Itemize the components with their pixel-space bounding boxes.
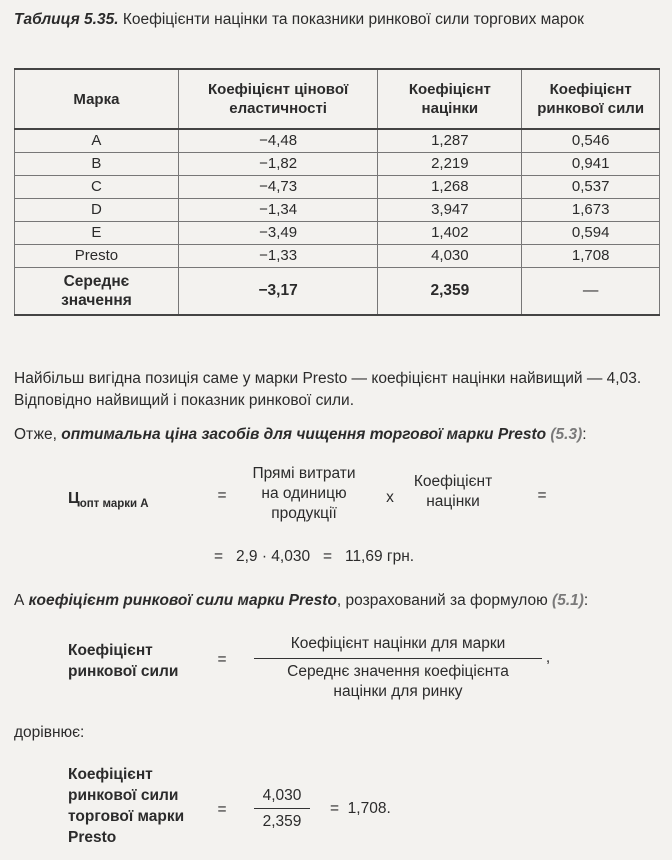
table-caption-label: Таблиця 5.35. bbox=[14, 11, 119, 28]
formula-comma: , bbox=[545, 649, 551, 666]
table-cell: −3,49 bbox=[178, 221, 378, 244]
table-cell: −3,17 bbox=[178, 267, 378, 315]
fraction-denominator: 2,359 bbox=[262, 813, 302, 830]
paragraph-market-power bbox=[14, 590, 660, 612]
paragraph-optimal-price bbox=[14, 424, 660, 446]
paragraph-equals: дорівнює: bbox=[14, 724, 85, 741]
formula-direct-costs: Прямі витрати на одиницю продукції bbox=[252, 465, 356, 522]
table-cell: 0,537 bbox=[522, 175, 660, 198]
formula-subscript: опт марки A bbox=[79, 498, 149, 511]
fraction-line bbox=[254, 808, 310, 809]
column-header: Коефіцієнт націнки bbox=[378, 69, 522, 129]
table-cell: Presto bbox=[15, 244, 179, 267]
column-header: Коефіцієнт цінової еластичності bbox=[178, 69, 378, 129]
para-text: : bbox=[582, 426, 587, 443]
table-cell: 0,941 bbox=[522, 152, 660, 175]
equals-sign: = bbox=[217, 487, 227, 504]
para-text: : bbox=[583, 592, 589, 609]
para-emphasis: коефіцієнт ринкової сили марки Presto bbox=[28, 592, 337, 609]
column-header: Коефіцієнт ринкової сили bbox=[522, 69, 660, 129]
table-row bbox=[15, 244, 660, 267]
table-cell: 1,708 bbox=[522, 244, 660, 267]
table-cell: A bbox=[15, 129, 179, 152]
table-cell: 0,546 bbox=[522, 129, 660, 152]
table-cell: 1,402 bbox=[378, 221, 522, 244]
table-row bbox=[15, 129, 660, 152]
equals-sign: = bbox=[217, 801, 227, 818]
table-cell: 1,268 bbox=[378, 175, 522, 198]
para-text: Отже, bbox=[14, 426, 62, 443]
table-cell: 1,287 bbox=[378, 129, 522, 152]
table-cell: −1,33 bbox=[178, 244, 378, 267]
formula-reference: (5.3) bbox=[550, 426, 583, 443]
table-cell: 1,673 bbox=[522, 198, 660, 221]
table-average-row bbox=[15, 267, 660, 315]
fraction-numerator: Коефіцієнт націнки для марки bbox=[290, 635, 506, 652]
table-cell: — bbox=[522, 267, 660, 315]
table-cell: 2,359 bbox=[378, 267, 522, 315]
table-row bbox=[15, 152, 660, 175]
table-cell: −1,34 bbox=[178, 198, 378, 221]
table-caption-text: Коефіцієнти націнки та показники ринкової сили торгових марок bbox=[122, 11, 584, 28]
table-cell: 4,030 bbox=[378, 244, 522, 267]
formula-price-lhs bbox=[68, 490, 149, 510]
table-cell: 3,947 bbox=[378, 198, 522, 221]
paragraph-presto-position: Найбільш вигідна позиція саме у марки Presto — коефіцієнт націнки найвищий — 4,03. Відповідно найвищий і показник ринкової сили. bbox=[14, 370, 642, 409]
para-text: А bbox=[14, 592, 29, 609]
table-row bbox=[15, 221, 660, 244]
table-cell: −4,48 bbox=[178, 129, 378, 152]
fraction-line bbox=[254, 658, 542, 659]
fraction-numerator: 4,030 bbox=[262, 787, 302, 804]
markup-table bbox=[14, 68, 660, 316]
multiply-sign: x bbox=[386, 489, 394, 506]
formula-presto-lhs: Коефіцієнт ринкової сили торгової марки Presto bbox=[68, 766, 185, 846]
table-caption bbox=[14, 10, 654, 30]
table-cell: C bbox=[15, 175, 179, 198]
column-header: Марка bbox=[15, 69, 179, 129]
equals-sign: = bbox=[537, 487, 547, 504]
formula-markup-coef: Коефіцієнт націнки bbox=[413, 473, 493, 510]
formula-market-power-lhs: Коефіцієнт ринкової сили bbox=[68, 642, 179, 680]
table-cell: 2,219 bbox=[378, 152, 522, 175]
table-row bbox=[15, 175, 660, 198]
table-row bbox=[15, 198, 660, 221]
formula-symbol: Ц bbox=[68, 490, 80, 507]
formula-result: = 1,708. bbox=[330, 800, 391, 817]
para-emphasis: оптимальна ціна засобів для чищення торгової марки Presto bbox=[61, 426, 547, 443]
fraction-denominator: Середнє значення коефіцієнта націнки для ринку bbox=[287, 663, 509, 700]
formula-price-calculation: = 2,9 · 4,030 = 11,69 грн. bbox=[214, 548, 415, 565]
table-cell: −4,73 bbox=[178, 175, 378, 198]
equals-sign: = bbox=[217, 651, 227, 668]
table-cell: 0,594 bbox=[522, 221, 660, 244]
table-cell: −1,82 bbox=[178, 152, 378, 175]
table-cell: B bbox=[15, 152, 179, 175]
para-text: , розрахований за формулою bbox=[336, 592, 553, 609]
table-cell: Середнє значення bbox=[15, 267, 179, 315]
table-cell: E bbox=[15, 221, 179, 244]
formula-reference: (5.1) bbox=[552, 592, 584, 609]
table-header-row bbox=[15, 69, 660, 129]
table-cell: D bbox=[15, 198, 179, 221]
